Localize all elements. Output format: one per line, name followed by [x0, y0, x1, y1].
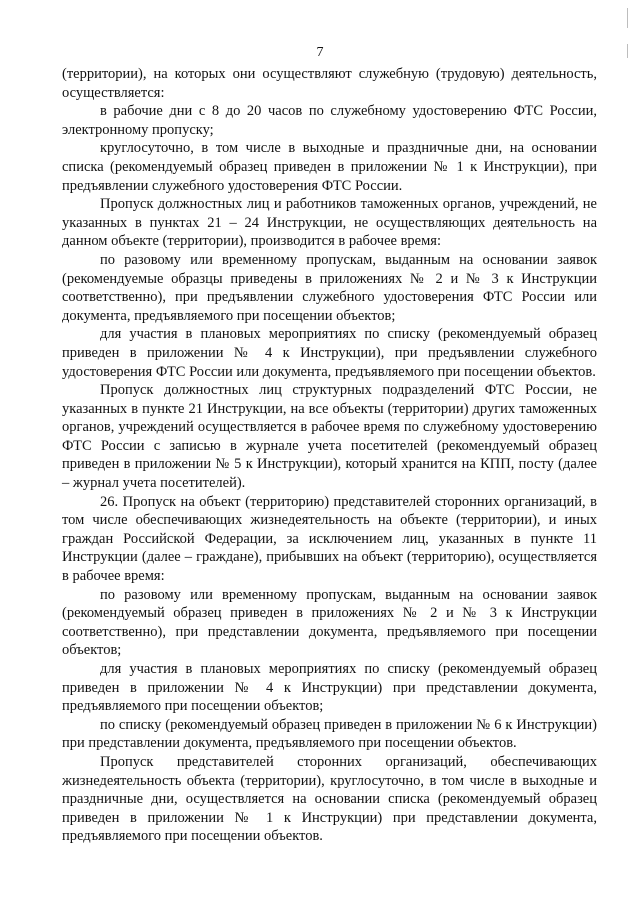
paragraph: Пропуск представителей сторонних организаций, обеспечивающих жизнедеятельность объекта (территории), круглосуточно, в том числе в выходные и праздничные дни, осуществляется на основании списка (рекомендуемый образец приведен в приложении № 1 к Инструкции) при представлении документа, предъявляемого при посещении объектов.	[62, 753, 597, 845]
paragraph: 26. Пропуск на объект (территорию) представителей сторонних организаций, в том числе обеспечивающих жизнедеятельность на объекте (территории), и иных граждан Российской Федерации, за исключением лиц, указанных в пункте 11 Инструкции (далее – граждане), прибывших на объект (территорию), осуществляется в рабочее время:	[62, 493, 597, 585]
document-body	[62, 65, 597, 846]
page-number: 7	[316, 45, 324, 60]
paragraph: круглосуточно, в том числе в выходные и праздничные дни, на основании списка (рекомендуемый образец приведен в приложении № 1 к Инструкции), при предъявлении служебного удостоверения ФТС России.	[62, 140, 597, 194]
paragraph: Пропуск должностных лиц структурных подразделений ФТС России, не указанных в пункте 21 Инструкции, на все объекты (территории) других таможенных органов, учреждений осуществляется в рабочее время по служебному удостоверению ФТС России с записью в журнале учета посетителей (рекомендуемый образец приведен в приложении № 5 к Инструкции), который хранится на КПП, посту (далее – журнал учета посетителей).	[62, 382, 597, 492]
paragraph: для участия в плановых мероприятиях по списку (рекомендуемый образец приведен в приложении № 4 к Инструкции), при предъявлении служебного удостоверения ФТС России или документа, предъявляемого при посещении объектов.	[62, 326, 597, 380]
paragraph: Пропуск должностных лиц и работников таможенных органов, учреждений, не указанных в пунктах 21 – 24 Инструкции, не осуществляющих деятельность на данном объекте (территории), производится в рабочее время:	[62, 196, 597, 250]
paragraph: в рабочие дни с 8 до 20 часов по служебному удостоверению ФТС России, электронному пропуску;	[62, 103, 597, 138]
paragraph: (территории), на которых они осуществляют служебную (трудовую) деятельность, осуществляется:	[62, 66, 597, 101]
paragraph: по разовому или временному пропускам, выданным на основании заявок (рекомендуемые образцы приведены в приложениях № 2 и № 3 к Инструкции соответственно), при предъявлении служебного удостоверения ФТС России или документа, предъявляемого при посещении объектов;	[62, 251, 597, 324]
scan-artifact-line	[627, 8, 628, 28]
scan-artifact-line	[627, 44, 628, 58]
paragraph: по разовому или временному пропускам, выданным на основании заявок (рекомендуемый образец приведен в приложениях № 2 и № 3 к Инструкции соответственно), при представлении документа, предъявляемого при посещении объектов;	[62, 586, 597, 659]
paragraph: по списку (рекомендуемый образец приведен в приложении № 6 к Инструкции) при представлении документа, предъявляемого при посещении объектов.	[62, 716, 597, 752]
paragraph: для участия в плановых мероприятиях по списку (рекомендуемый образец приведен в приложении № 4 к Инструкции) при представлении документа, предъявляемого при посещении объектов;	[62, 661, 597, 715]
